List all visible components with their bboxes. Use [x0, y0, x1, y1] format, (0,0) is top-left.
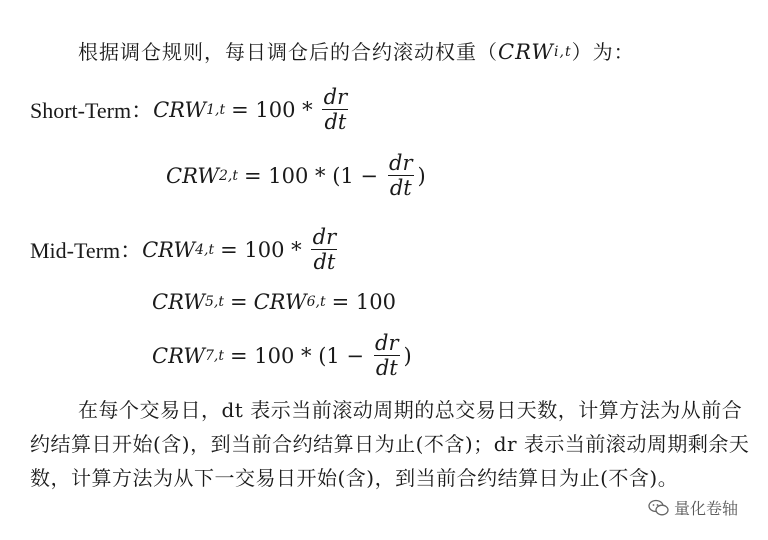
- intro-line: [78, 36, 635, 65]
- short-term-label: Short-Term：: [30, 98, 154, 124]
- mid-term-label: Mid-Term：: [30, 238, 143, 264]
- fraction-dr-dt: $\frac{dr}{dt}$: [389, 151, 413, 201]
- watermark-text: 量化卷轴: [674, 499, 739, 518]
- fraction-dr-dt: $\frac{dr}{dt}$: [375, 331, 399, 381]
- formula-crw5-crw6: CRW 5,t = CRW 6,t = 100: [152, 290, 396, 314]
- formula-crw7: CRW 7,t = 100 * (1 − $\frac{dr}{dt}$ ): [152, 331, 412, 381]
- wechat-icon: [648, 499, 670, 517]
- intro-crw: CRW i,t: [498, 40, 572, 64]
- formula-crw4: Mid-Term： CRW 4,t = 100 * $\frac{dr}{dt}$: [30, 225, 337, 275]
- formula-crw2: CRW 2,t = 100 * (1 − $\frac{dr}{dt}$ ): [166, 151, 426, 201]
- fraction-dr-dt: $\frac{dr}{dt}$: [312, 225, 337, 275]
- watermark: [648, 496, 738, 519]
- intro-text: 根据调仓规则，每日调仓后的合约滚动权重（: [78, 40, 498, 64]
- intro-tail: ）为：: [571, 40, 635, 64]
- description-paragraph: [30, 393, 750, 495]
- paragraph-text: 在每个交易日，dt 表示当前滚动周期的总交易日天数，计算方法为从前合约结算日开始(含)，到当前合约结算日为止(不含)；dr 表示当前滚动周期剩余天数，计算方法为从下一交易日开始(含)，到当前合约结算日为止(不含)。: [30, 398, 750, 490]
- fraction-dr-dt: $\frac{dr}{dt}$: [323, 85, 348, 135]
- formula-crw1: Short-Term： CRW 1,t = 100 * $\frac{dr}{dt}$: [30, 85, 348, 135]
